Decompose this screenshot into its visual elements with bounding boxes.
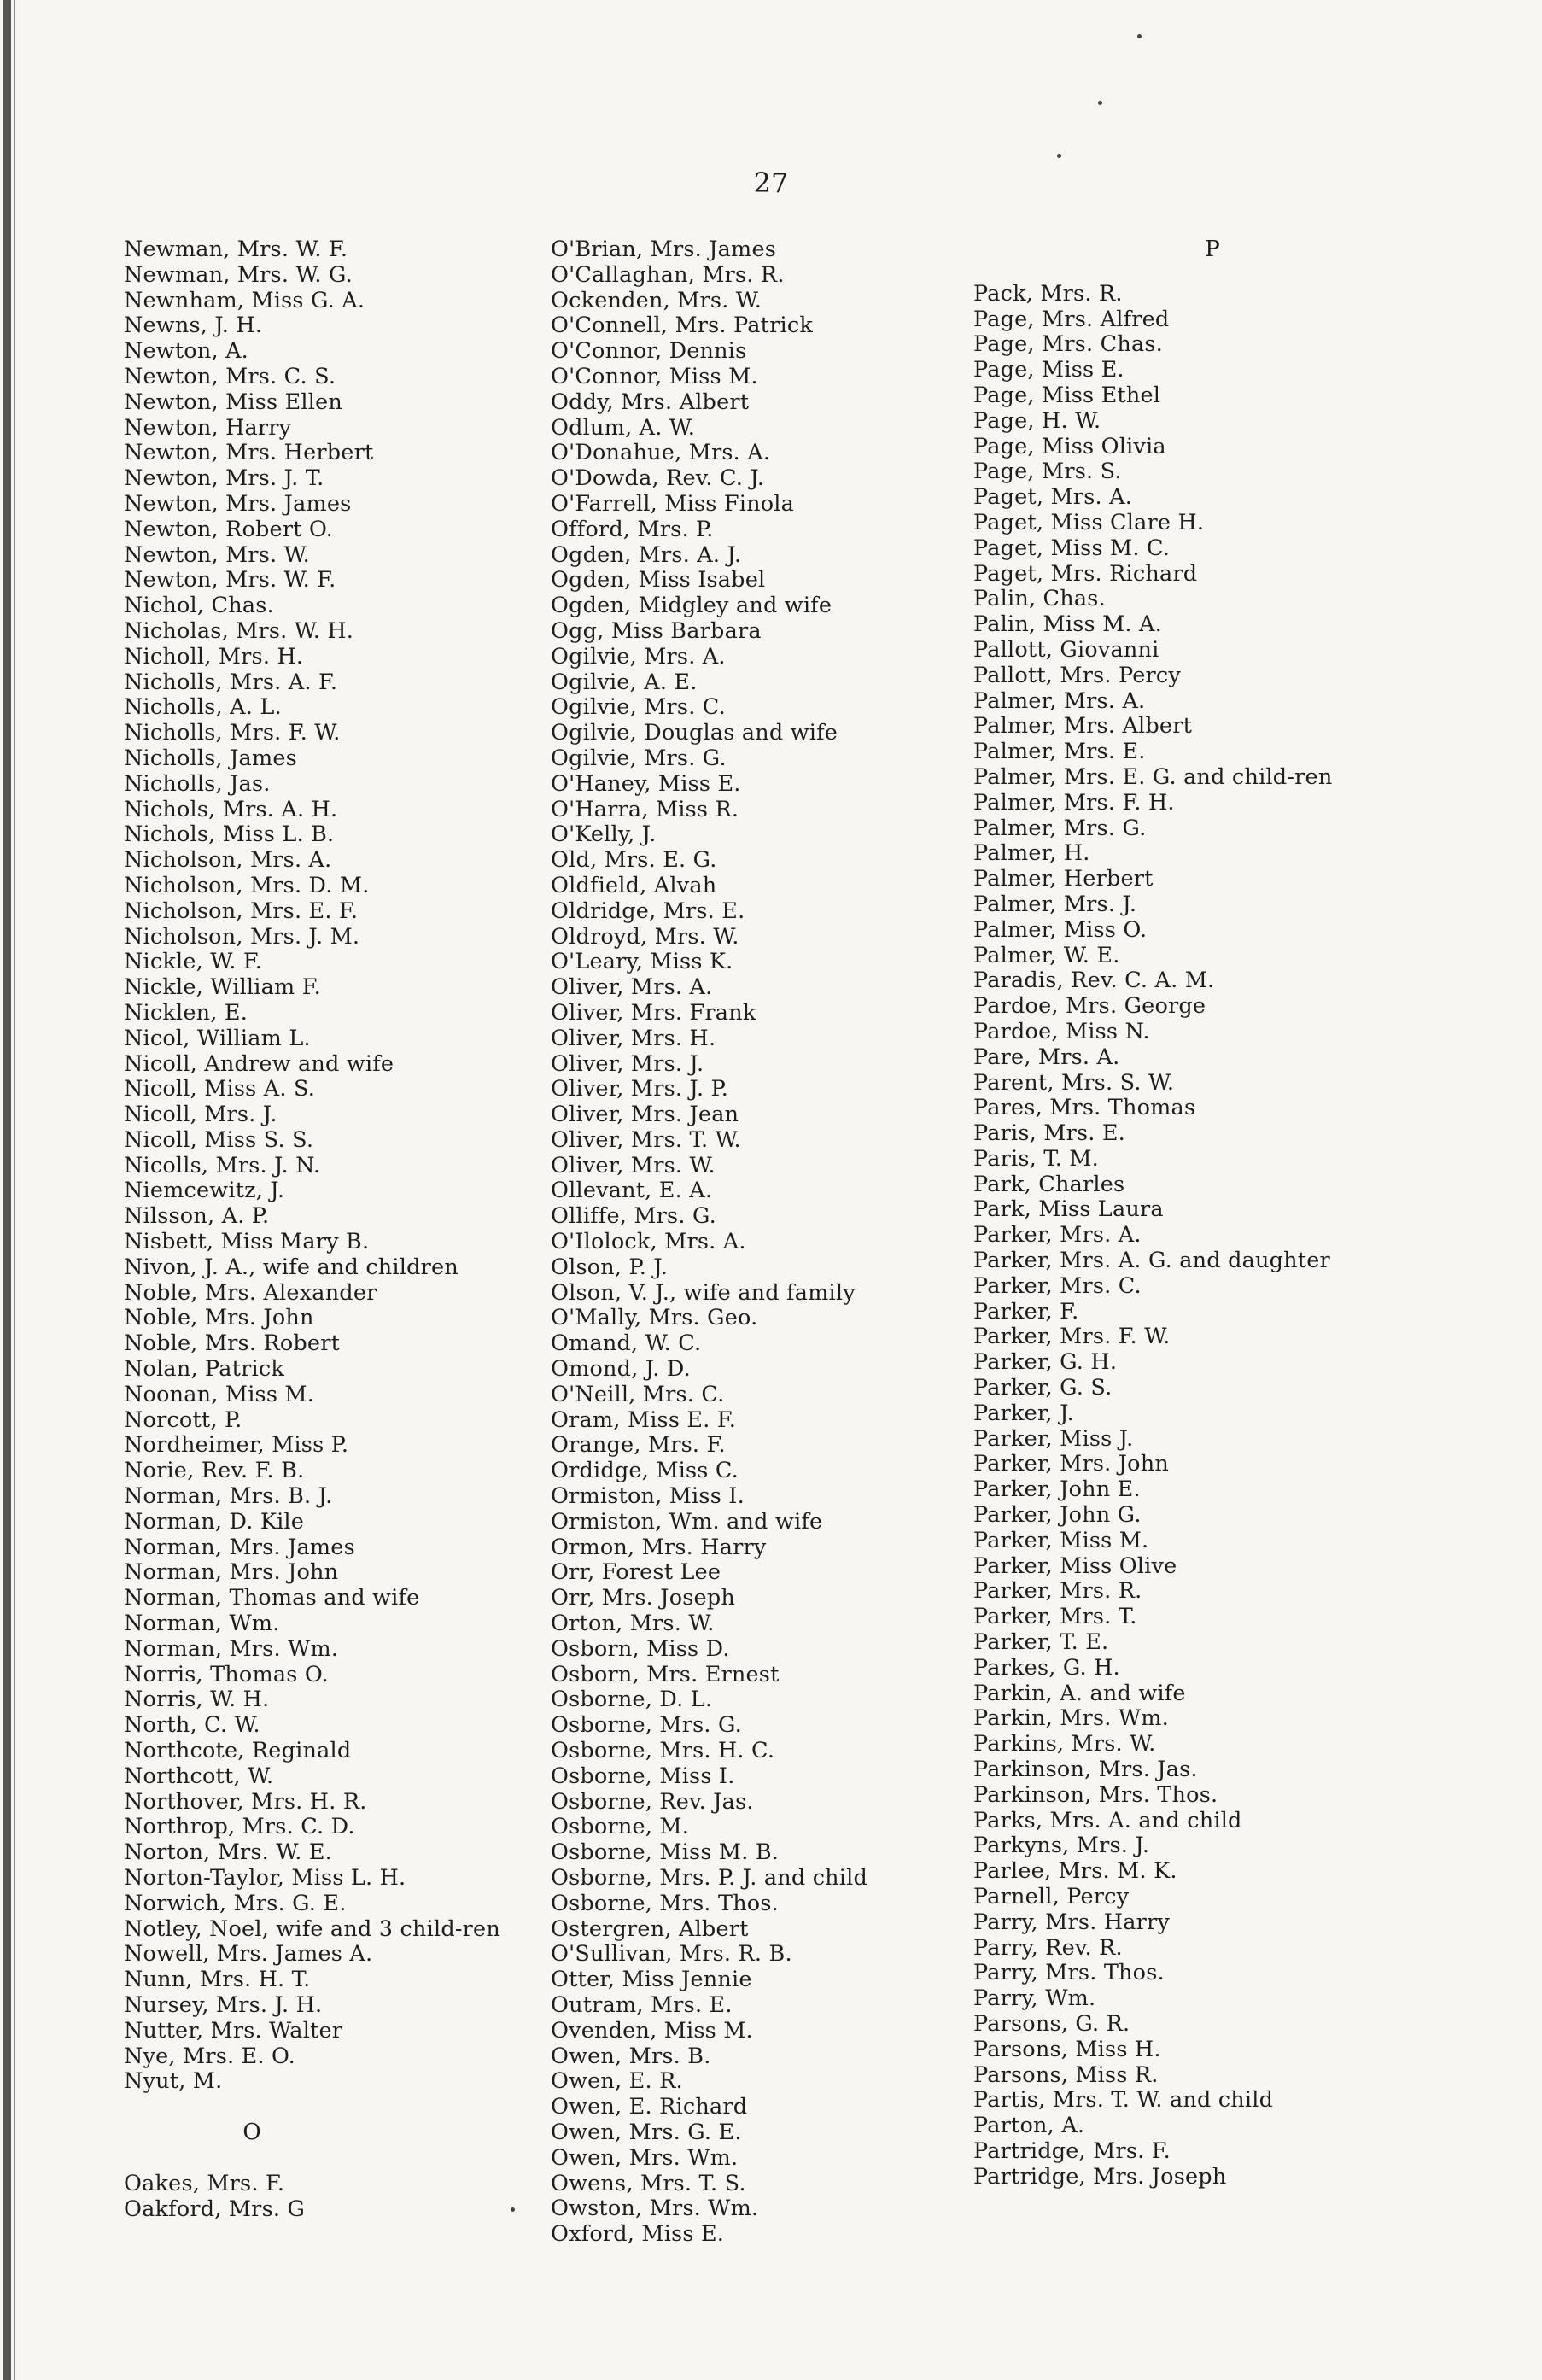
directory-entry: Noble, Mrs. John [124, 1305, 314, 1331]
directory-entry: O'Ilolock, Mrs. A. [551, 1229, 746, 1255]
directory-entry: Ormon, Mrs. Harry [551, 1534, 767, 1560]
column-2 [551, 237, 973, 2248]
directory-entry: Parker, T. E. [973, 1629, 1109, 1656]
directory-entry: Parker, Mrs. A. G. and daughter [973, 1248, 1330, 1274]
directory-entry: Ogden, Mrs. A. J. [551, 541, 742, 568]
directory-entry: Palin, Chas. [973, 586, 1106, 612]
directory-entry: Oliver, Mrs. Jean [551, 1102, 739, 1128]
directory-entry: Parker, Mrs. John [973, 1451, 1169, 1477]
directory-entry: Park, Miss Laura [973, 1196, 1164, 1223]
directory-entry: Osborn, Miss D. [551, 1635, 730, 1662]
directory-entry: Oram, Miss E. F. [551, 1406, 737, 1433]
directory-entry: Paget, Miss Clare H. [973, 509, 1205, 535]
column-3 [973, 237, 1400, 2190]
section-o-list [124, 2172, 542, 2223]
column-1 [124, 237, 542, 2223]
scan-speck [1057, 154, 1061, 158]
directory-entry: Nowell, Mrs. James A. [124, 1941, 373, 1968]
directory-entry: Niemcewitz, J. [124, 1178, 285, 1204]
column-1-list [124, 237, 542, 2095]
directory-entry: Omand, W. C. [551, 1330, 702, 1357]
directory-entry: Odlum, A. W. [551, 414, 696, 441]
directory-entry: Nicoll, Miss S. S. [124, 1126, 314, 1153]
directory-entry: Norman, D. Kile [124, 1508, 305, 1535]
directory-entry: O'Callaghan, Mrs. R. [551, 261, 785, 288]
directory-entry: Nicholls, A. L. [124, 694, 282, 721]
directory-entry: Norman, Wm. [124, 1611, 280, 1637]
directory-entry: Otter, Miss Jennie [551, 1967, 752, 1993]
directory-entry: Palmer, H. [973, 840, 1090, 867]
directory-entry: Osborne, D. L. [551, 1687, 713, 1713]
directory-entry: Parkin, Mrs. Wm. [973, 1705, 1169, 1732]
directory-entry: Parker, Mrs. R. [973, 1578, 1142, 1605]
directory-entry: Nyut, M. [124, 2068, 223, 2095]
directory-entry: Ogden, Miss Isabel [551, 567, 766, 594]
directory-entry: Parsons, Miss R. [973, 2061, 1159, 2088]
directory-entry: Paget, Miss M. C. [973, 535, 1171, 561]
directory-entry: Norwich, Mrs. G. E. [124, 1890, 347, 1916]
directory-entry: Ogden, Midgley and wife [551, 593, 832, 619]
scan-edge-rule [3, 0, 11, 2380]
directory-entry: Norton-Taylor, Miss L. H. [124, 1865, 406, 1891]
section-letter-p: P [1205, 237, 1220, 262]
directory-entry: Owen, E. Richard [551, 2094, 748, 2120]
directory-entry: Noble, Mrs. Robert [124, 1330, 341, 1357]
directory-entry: Parent, Mrs. S. W. [973, 1069, 1175, 1096]
directory-entry: Owen, Mrs. G. E. [551, 2119, 742, 2145]
directory-entry: Page, Mrs. S. [973, 459, 1122, 485]
directory-entry: Ormiston, Wm. and wife [551, 1508, 823, 1535]
directory-entry: Paget, Mrs. Richard [973, 560, 1198, 587]
directory-entry: Palin, Miss M. A. [973, 611, 1162, 638]
directory-entry: Palmer, Mrs. Albert [973, 713, 1193, 740]
directory-entry: Northrop, Mrs. C. D. [124, 1814, 355, 1840]
scan-speck [511, 2207, 515, 2212]
directory-entry: Palmer, Mrs. E. G. and child-ren [973, 763, 1333, 790]
directory-entry: Nutter, Mrs. Walter [124, 2017, 343, 2044]
directory-entry: Ogilvie, Mrs. C. [551, 694, 726, 721]
directory-entry: O'Mally, Mrs. Geo. [551, 1305, 758, 1331]
directory-entry: Nicholls, Mrs. F. W. [124, 720, 341, 746]
directory-entry: Northcott, W. [124, 1763, 274, 1789]
directory-entry: Nicholson, Mrs. D. M. [124, 872, 370, 898]
directory-entry: Norman, Mrs. Wm. [124, 1635, 339, 1662]
directory-entry: Norman, Thomas and wife [124, 1585, 420, 1611]
directory-entry: Osborne, Rev. Jas. [551, 1788, 754, 1815]
directory-entry: Ordidge, Miss C. [551, 1458, 739, 1484]
directory-entry: Osborne, Mrs. P. J. and child [551, 1865, 868, 1891]
directory-entry: Omond, J. D. [551, 1356, 691, 1383]
directory-entry: Osborne, M. [551, 1814, 689, 1840]
directory-entry: Nicholson, Mrs. A. [124, 847, 332, 874]
directory-entry: Parsons, G. R. [973, 2010, 1130, 2037]
directory-entry: Norris, Thomas O. [124, 1661, 329, 1687]
directory-entry: Newton, Mrs. W. F. [124, 567, 336, 594]
directory-entry: Newns, J. H. [124, 313, 263, 339]
directory-entry: Newton, A. [124, 338, 248, 365]
directory-entry: Noble, Mrs. Alexander [124, 1279, 377, 1306]
directory-entry: Parlee, Mrs. M. K. [973, 1858, 1177, 1885]
directory-entry: Oldridge, Mrs. E. [551, 898, 745, 924]
directory-entry: Parker, Mrs. T. [973, 1604, 1137, 1630]
directory-entry: Parry, Rev. R. [973, 1934, 1123, 1961]
directory-entry: Ovenden, Miss M. [551, 2017, 753, 2044]
directory-entry: O'Kelly, J. [551, 822, 657, 848]
scan-speck [1137, 34, 1142, 38]
directory-entry: Newton, Harry [124, 414, 292, 441]
directory-entry: Page, Miss E. [973, 357, 1124, 383]
directory-entry: O'Donahue, Mrs. A. [551, 440, 771, 466]
directory-entry: O'Farrell, Miss Finola [551, 490, 794, 517]
directory-entry: Oliver, Mrs. W. [551, 1152, 716, 1178]
directory-entry: Nordheimer, Miss P. [124, 1432, 349, 1459]
directory-entry: Partridge, Mrs. F. [973, 2137, 1171, 2164]
directory-entry: Nilsson, A. P. [124, 1203, 270, 1230]
directory-entry: Notley, Noel, wife and 3 child-ren [124, 1915, 500, 1942]
directory-entry: Ogilvie, Mrs. G. [551, 745, 727, 771]
directory-entry: O'Connor, Dennis [551, 338, 747, 365]
directory-entry: Nickle, W. F. [124, 949, 263, 975]
page-number: 27 [753, 167, 789, 199]
directory-entry: Parker, John E. [973, 1477, 1141, 1503]
directory-entry: Parks, Mrs. A. and child [973, 1807, 1242, 1833]
directory-entry: Norie, Rev. F. B. [124, 1458, 305, 1484]
directory-entry: Offord, Mrs. P. [551, 516, 714, 542]
directory-entry: Parsons, Miss H. [973, 2036, 1161, 2062]
directory-entry: Pardoe, Miss N. [973, 1018, 1150, 1044]
directory-entry: Partis, Mrs. T. W. and child [973, 2087, 1274, 2114]
directory-entry: Osborne, Miss I. [551, 1763, 735, 1789]
directory-entry: Nicholson, Mrs. E. F. [124, 898, 359, 924]
directory-entry: Old, Mrs. E. G. [551, 847, 717, 874]
directory-entry: Paradis, Rev. C. A. M. [973, 968, 1215, 994]
directory-entry: Nicholls, Mrs. A. F. [124, 669, 338, 695]
directory-entry: Norman, Mrs. John [124, 1559, 339, 1586]
directory-entry: Ostergren, Albert [551, 1915, 749, 1942]
directory-entry: Outram, Mrs. E. [551, 1991, 733, 2018]
directory-entry: Parker, Miss Olive [973, 1553, 1177, 1579]
directory-entry: Owen, Mrs. Wm. [551, 2144, 739, 2171]
directory-entry: Parton, A. [973, 2113, 1085, 2139]
directory-entry: Ockenden, Mrs. W. [551, 287, 762, 313]
directory-entry: Parker, Miss M. [973, 1527, 1149, 1553]
directory-entry: O'Leary, Miss K. [551, 949, 733, 975]
directory-entry: Partridge, Mrs. Joseph [973, 2163, 1227, 2190]
directory-entry: North, C. W. [124, 1712, 260, 1739]
directory-entry: Orr, Forest Lee [551, 1559, 721, 1586]
directory-entry: Oddy, Mrs. Albert [551, 389, 750, 415]
directory-entry: Owen, Mrs. B. [551, 2043, 711, 2069]
directory-entry: Nickle, William F. [124, 974, 321, 1001]
directory-entry: Parkinson, Mrs. Thos. [973, 1781, 1218, 1808]
directory-entry: Oliver, Mrs. H. [551, 1025, 716, 1051]
directory-entry: Nicklen, E. [124, 999, 248, 1026]
column-2-list [551, 237, 973, 2248]
directory-entry: Parry, Mrs. Thos. [973, 1960, 1165, 1986]
directory-entry: Oliver, Mrs. Frank [551, 999, 756, 1026]
directory-entry: Nursey, Mrs. J. H. [124, 1991, 323, 2018]
directory-entry: Oldfield, Alvah [551, 872, 717, 898]
directory-entry: Pare, Mrs. A. [973, 1044, 1120, 1070]
directory-entry: Owens, Mrs. T. S. [551, 2170, 746, 2196]
directory-entry: Parkins, Mrs. W. [973, 1731, 1156, 1757]
directory-entry: Norman, Mrs. B. J. [124, 1483, 333, 1510]
directory-entry: Parnell, Percy [973, 1884, 1130, 1909]
directory-entry: Newton, Miss Ellen [124, 389, 343, 415]
directory-entry: Nye, Mrs. E. O. [124, 2043, 295, 2069]
directory-entry: Newton, Mrs. W. [124, 541, 310, 568]
directory-entry: Parker, J. [973, 1400, 1074, 1426]
directory-entry: Newman, Mrs. W. G. [124, 261, 353, 288]
directory-entry: O'Harra, Miss R. [551, 796, 739, 822]
directory-entry: Oliver, Mrs. T. W. [551, 1126, 741, 1153]
directory-entry: Newnham, Miss G. A. [124, 287, 365, 313]
directory-entry: Nicoll, Mrs. J. [124, 1102, 277, 1128]
directory-entry: Newton, Mrs. James [124, 490, 352, 517]
directory-entry: O'Haney, Miss E. [551, 770, 741, 797]
directory-entry: Orton, Mrs. W. [551, 1611, 715, 1637]
directory-entry: Oxford, Miss E. [551, 2221, 725, 2248]
directory-entry: Nichol, Chas. [124, 593, 274, 619]
directory-entry: Olson, P. J. [551, 1254, 669, 1280]
directory-entry: Page, Miss Ethel [973, 382, 1161, 408]
directory-entry: Ogilvie, A. E. [551, 669, 698, 695]
directory-entry: Page, Miss Olivia [973, 433, 1166, 459]
directory-entry: O'Connor, Miss M. [551, 363, 758, 389]
directory-entry: Parker, Mrs. A. [973, 1222, 1142, 1248]
directory-entry: Nichols, Miss L. B. [124, 822, 335, 848]
directory-entry: Newton, Robert O. [124, 516, 333, 542]
directory-entry: Northcote, Reginald [124, 1738, 352, 1764]
directory-entry: Page, H. W. [973, 407, 1101, 434]
directory-entry: Nicoll, Miss A. S. [124, 1076, 316, 1102]
directory-entry: Nicholas, Mrs. W. H. [124, 617, 354, 644]
directory-entry: O'Brian, Mrs. James [551, 237, 777, 262]
directory-entry: Oakes, Mrs. F. [124, 2170, 285, 2196]
directory-entry: Ollevant, E. A. [551, 1178, 713, 1204]
directory-entry: Newton, Mrs. Herbert [124, 440, 374, 466]
directory-entry: Osborne, Mrs. H. C. [551, 1738, 775, 1764]
directory-entry: O'Connell, Mrs. Patrick [551, 313, 813, 339]
directory-entry: Nicholson, Mrs. J. M. [124, 923, 360, 950]
directory-entry: Parker, Mrs. C. [973, 1272, 1142, 1299]
directory-entry: Parker, Miss J. [973, 1425, 1134, 1452]
directory-entry: Paris, Mrs. E. [973, 1120, 1125, 1147]
directory-entry: Nichols, Mrs. A. H. [124, 796, 338, 822]
directory-entry: Ogg, Miss Barbara [551, 617, 762, 644]
directory-entry: Parkyns, Mrs. J. [973, 1833, 1150, 1859]
directory-entry: Ogilvie, Douglas and wife [551, 720, 838, 746]
directory-entry: Newton, Mrs. C. S. [124, 363, 336, 389]
directory-entry: Oliver, Mrs. A. [551, 974, 713, 1001]
directory-entry: Parkes, G. H. [973, 1654, 1120, 1681]
directory-entry: Parkinson, Mrs. Jas. [973, 1757, 1198, 1783]
directory-entry: Ogilvie, Mrs. A. [551, 643, 726, 670]
directory-entry: Park, Charles [973, 1171, 1125, 1197]
directory-entry: Parker, John G. [973, 1502, 1142, 1529]
directory-entry: Parry, Mrs. Harry [973, 1909, 1171, 1935]
directory-entry: Pallott, Mrs. Percy [973, 662, 1181, 688]
directory-entry: Paris, T. M. [973, 1145, 1099, 1172]
directory-entry: O'Neill, Mrs. C. [551, 1381, 725, 1407]
directory-entry: Norton, Mrs. W. E. [124, 1839, 332, 1866]
directory-entry: Norris, W. H. [124, 1687, 270, 1713]
directory-entry: Pares, Mrs. Thomas [973, 1095, 1196, 1121]
directory-entry: Oliver, Mrs. J. P. [551, 1076, 729, 1102]
section-letter-o: O [242, 2120, 261, 2146]
directory-entry: Palmer, Mrs. A. [973, 687, 1146, 714]
directory-entry: Nicoll, Andrew and wife [124, 1050, 394, 1077]
directory-entry: Northover, Mrs. H. R. [124, 1788, 367, 1815]
directory-entry: Orange, Mrs. F. [551, 1432, 726, 1459]
directory-entry: Parker, F. [973, 1298, 1079, 1324]
directory-entry: Norman, Mrs. James [124, 1534, 355, 1560]
directory-entry: Page, Mrs. Alfred [973, 306, 1170, 332]
directory-entry: Parker, G. S. [973, 1375, 1113, 1401]
directory-entry: Paget, Mrs. A. [973, 484, 1133, 511]
directory-entry: Ormiston, Miss I. [551, 1483, 745, 1510]
directory-entry: Pack, Mrs. R. [973, 280, 1123, 307]
directory-entry: Nicol, William L. [124, 1025, 311, 1051]
directory-entry: Nicolls, Mrs. J. N. [124, 1152, 321, 1178]
directory-entry: Owen, E. R. [551, 2068, 683, 2095]
directory-entry: Noonan, Miss M. [124, 1381, 315, 1407]
directory-entry: Pardoe, Mrs. George [973, 993, 1206, 1020]
directory-entry: Orr, Mrs. Joseph [551, 1585, 735, 1611]
directory-entry: Palmer, Mrs. J. [973, 891, 1137, 917]
directory-entry: Olliffe, Mrs. G. [551, 1203, 716, 1230]
directory-entry: Nolan, Patrick [124, 1356, 284, 1383]
directory-entry: Parry, Wm. [973, 1985, 1096, 2012]
directory-entry: Osborne, Mrs. Thos. [551, 1890, 779, 1916]
directory-entry: Palmer, W. E. [973, 942, 1120, 968]
directory-entry: Nicholls, Jas. [124, 770, 271, 797]
directory-entry: Palmer, Mrs. E. [973, 739, 1146, 765]
directory-entry: Nisbett, Miss Mary B. [124, 1229, 370, 1255]
scan-edge-line [14, 0, 15, 2380]
column-3-list [973, 282, 1400, 2190]
directory-entry: Nunn, Mrs. H. T. [124, 1967, 311, 1993]
directory-entry: Olson, V. J., wife and family [551, 1279, 856, 1306]
directory-entry: O'Sullivan, Mrs. R. B. [551, 1941, 792, 1968]
directory-entry: Palmer, Mrs. G. [973, 815, 1147, 841]
directory-entry: Osborn, Mrs. Ernest [551, 1661, 780, 1687]
directory-entry: Norcott, P. [124, 1406, 242, 1433]
directory-entry: Osborne, Mrs. G. [551, 1712, 742, 1739]
directory-entry: Newman, Mrs. W. F. [124, 237, 348, 262]
directory-entry: Parker, Mrs. F. W. [973, 1324, 1171, 1350]
directory-entry: Owston, Mrs. Wm. [551, 2196, 759, 2222]
scan-speck [1098, 101, 1102, 105]
directory-entry: Oldroyd, Mrs. W. [551, 923, 739, 950]
directory-entry: Parker, G. H. [973, 1349, 1118, 1376]
directory-entry: Palmer, Miss O. [973, 916, 1148, 943]
directory-entry: O'Dowda, Rev. C. J. [551, 465, 765, 492]
directory-entry: Oliver, Mrs. J. [551, 1050, 704, 1077]
directory-entry: Palmer, Herbert [973, 866, 1154, 892]
directory-entry: Nicholls, James [124, 745, 297, 771]
directory-entry: Nicholl, Mrs. H. [124, 643, 304, 670]
directory-entry: Newton, Mrs. J. T. [124, 465, 324, 492]
directory-entry: Palmer, Mrs. F. H. [973, 789, 1175, 816]
directory-entry: Oakford, Mrs. G [124, 2196, 306, 2222]
directory-entry: Page, Mrs. Chas. [973, 331, 1163, 358]
directory-entry: Osborne, Miss M. B. [551, 1839, 780, 1866]
directory-entry: Parkin, A. and wife [973, 1680, 1186, 1706]
directory-entry: Nivon, J. A., wife and children [124, 1254, 459, 1280]
directory-entry: Pallott, Giovanni [973, 636, 1159, 663]
